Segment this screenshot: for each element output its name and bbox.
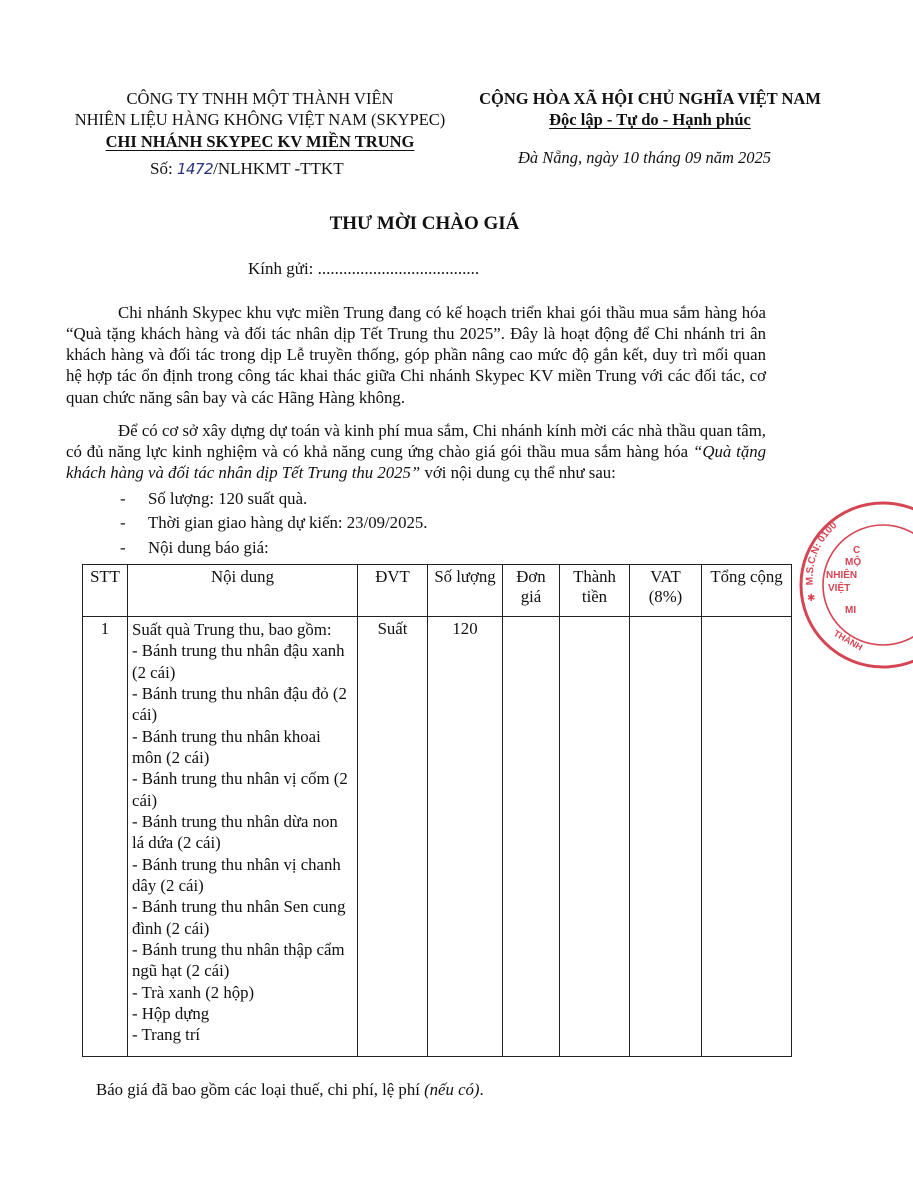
header-content: Nội dung <box>128 565 358 617</box>
motto-line <box>460 109 840 130</box>
organization-header <box>60 88 460 152</box>
header-amount: Thành tiền <box>560 565 630 617</box>
branch-name-text: CHI NHÁNH SKYPEC KV MIỀN TRUNG <box>105 131 415 151</box>
document-number <box>150 158 344 179</box>
bullet-text: Số lượng: 120 suất quà. <box>148 489 308 508</box>
cell-stt: 1 <box>83 617 128 1057</box>
header-unit: ĐVT <box>358 565 428 617</box>
nation-name: CỘNG HÒA XÃ HỘI CHỦ NGHĨA VIỆT NAM <box>479 89 821 108</box>
content-item: - Bánh trung thu nhân khoai môn (2 cái) <box>132 726 321 767</box>
header-quantity: Số lượng <box>428 565 503 617</box>
header-stt: STT <box>83 565 128 617</box>
bullet-delivery-time <box>120 513 427 534</box>
seal-inner-text-2: MỘ <box>845 557 862 568</box>
content-item: - Bánh trung thu nhân Sen cung đình (2 cái) <box>132 897 346 938</box>
footer-note <box>96 1080 484 1101</box>
org-name-line2: NHIÊN LIỆU HÀNG KHÔNG VIỆT NAM (SKYPEC) <box>74 110 446 130</box>
motto-text: Độc lập - Tự do - Hạnh phúc <box>549 110 751 130</box>
company-seal-stamp <box>793 495 913 675</box>
seal-ring-text: M.S.C.N: 0100 <box>804 520 840 586</box>
bullet-text: Nội dung báo giá: <box>148 538 269 557</box>
org-name-line1: CÔNG TY TNHH MỘT THÀNH VIÊN <box>126 89 394 108</box>
content-item: - Bánh trung thu nhân thập cẩm ngũ hạt (2 cái) <box>132 939 345 981</box>
content-item: - Bánh trung thu nhân vị chanh dây (2 cái) <box>132 854 341 895</box>
intro-paragraph <box>66 302 766 408</box>
package-name-italic: “Quà tặng khách hàng và đối tác nhân dịp Tết Trung thu 2025” <box>66 442 767 483</box>
seal-inner-text-4: VIỆT <box>828 583 851 594</box>
recipient-line: Kính gửi: ...................................... <box>248 259 480 278</box>
header-vat: VAT (8%) <box>630 565 702 617</box>
cell-unit-price <box>503 617 560 1057</box>
header-unit-price: Đơn giá <box>503 565 560 617</box>
content-item: - Trà xanh (2 hộp) <box>132 982 255 1002</box>
bullet-quote-content <box>120 538 269 559</box>
bullet-dash: - <box>120 538 126 557</box>
cell-content <box>128 617 358 1057</box>
bullet-dash: - <box>120 489 126 508</box>
cell-total <box>702 617 792 1057</box>
table-header-row <box>83 565 792 617</box>
header-total: Tổng cộng <box>702 565 792 617</box>
footer-text-b: . <box>479 1080 484 1099</box>
seal-inner-text-6: THÀNH <box>832 628 865 653</box>
bullet-text: Thời gian giao hàng dự kiến: 23/09/2025. <box>148 513 428 532</box>
cell-amount <box>560 617 630 1057</box>
invitation-paragraph <box>66 420 766 483</box>
handwritten-number: 1472 <box>176 160 214 178</box>
intro-paragraph-text: Chi nhánh Skypec khu vực miền Trung đang có kế hoạch triển khai gói thầu mua sắm hàng hóa “Quà tặng khách hàng và đối tác nhân dịp Tết Trung thu 2025”. Đây là hoạt động để Chi nhánh tri ân khách hàng và đối tác trong dịp Lễ truyền thống, góp phần nâng cao mức độ gắn kết, duy trì mối quan hệ hợp tác ổn định trong công tác khai thác giữa Chi nhánh Skypec KV miền Trung với các đối tác, cơ quan chức năng sân bay và các Hãng Hàng không. <box>66 303 766 407</box>
doc-number-prefix: Số: <box>150 159 177 178</box>
seal-inner-text-3: NHIÊN <box>826 570 858 581</box>
document-title: THƯ MỜI CHÀO GIÁ <box>329 213 520 234</box>
date-line: Đà Nẵng, ngày 10 tháng 09 năm 2025 <box>518 148 771 167</box>
table-row <box>83 617 792 1057</box>
invitation-text-a: Để có cơ sở xây dựng dự toán và kinh phí mua sắm, Chi nhánh kính mời các nhà thầu quan tâm, có đủ năng lực kinh nghiệm và có khả năng cung ứng chào giá gói thầu mua sắm hàng hóa <box>66 421 766 462</box>
content-item: - Hộp dựng <box>132 1003 210 1023</box>
quotation-table <box>82 564 792 1057</box>
seal-inner-text-5: MI <box>845 605 857 616</box>
doc-number-suffix: /NLHKMT -TTKT <box>213 159 344 178</box>
bullet-dash: - <box>120 513 126 532</box>
bullet-quantity <box>120 489 307 510</box>
content-item: - Bánh trung thu nhân vị cốm (2 cái) <box>132 769 348 810</box>
seal-star-icon: ✱ <box>807 593 816 604</box>
cell-quantity: 120 <box>428 617 503 1057</box>
content-title: Suất quà Trung thu, bao gồm: <box>132 620 332 639</box>
cell-vat <box>630 617 702 1057</box>
content-item: - Trang trí <box>132 1025 201 1045</box>
national-motto-header <box>460 88 840 131</box>
seal-inner-text-1: C <box>853 545 861 556</box>
cell-unit: Suất <box>358 617 428 1057</box>
content-item: - Bánh trung thu nhân đậu đỏ (2 cái) <box>132 683 347 725</box>
branch-name <box>60 131 460 152</box>
footer-italic: (nếu có) <box>424 1080 480 1099</box>
invitation-text-b: với nội dung cụ thể như sau: <box>420 463 616 483</box>
content-item: - Bánh trung thu nhân dừa non lá dứa (2 cái) <box>132 811 338 853</box>
content-item: - Bánh trung thu nhân đậu xanh (2 cái) <box>132 641 345 682</box>
footer-text-a: Báo giá đã bao gồm các loại thuế, chi phí, lệ phí <box>96 1080 425 1099</box>
